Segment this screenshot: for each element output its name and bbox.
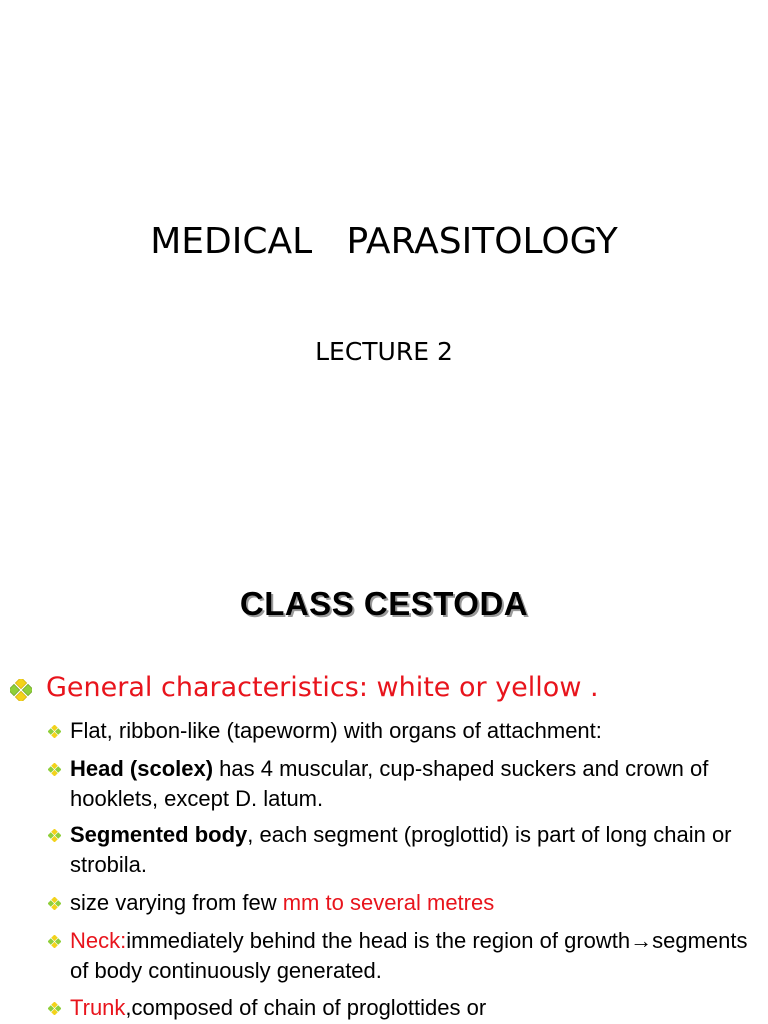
list-item-text: , each segment (proglottid) is part of long chain or strobila.: [70, 822, 732, 877]
list-item-text: immediately behind the head is the region of growth: [126, 928, 631, 953]
list-item: [70, 754, 760, 814]
list-item-bold: Head (scolex): [70, 756, 214, 781]
list-item-text: ,composed of chain of proglottides or: [125, 995, 487, 1020]
list-item: [70, 926, 760, 986]
list-item-highlight: Neck:: [70, 928, 127, 953]
list-item: [70, 888, 760, 918]
list-item: [70, 716, 760, 746]
list-item-highlight: mm to several metres: [282, 890, 495, 915]
diamond-bullet-icon: [48, 935, 61, 948]
main-bullet-text: General characteristics: white or yellow .: [46, 672, 599, 703]
list-item-text-cont: segments of body continuously generated.: [70, 928, 748, 983]
diamond-bullet-icon: [48, 725, 61, 738]
diamond-bullet-icon: [48, 763, 61, 776]
list-item-bold: Segmented body: [70, 822, 248, 847]
list-item-highlight: Trunk: [70, 995, 126, 1020]
list-item-text: has 4 muscular, cup-shaped suckers and crown of hooklets, except D. latum.: [70, 756, 709, 811]
page-title: MEDICAL PARASITOLOGY: [150, 221, 618, 262]
arrow-icon: →: [630, 928, 653, 953]
list-item: [70, 993, 760, 1023]
lecture-subtitle: LECTURE 2: [315, 337, 453, 366]
diamond-bullet-icon: [48, 897, 61, 910]
list-item: [70, 820, 760, 880]
section-heading: CLASS CESTODA: [239, 585, 529, 622]
diamond-bullet-icon: [48, 1002, 61, 1015]
diamond-bullet-icon: [10, 679, 32, 701]
list-item-text: size varying from few: [70, 890, 283, 915]
list-item-text: Flat, ribbon-like (tapeworm) with organs of attachment:: [70, 718, 602, 743]
diamond-bullet-icon: [48, 829, 61, 842]
